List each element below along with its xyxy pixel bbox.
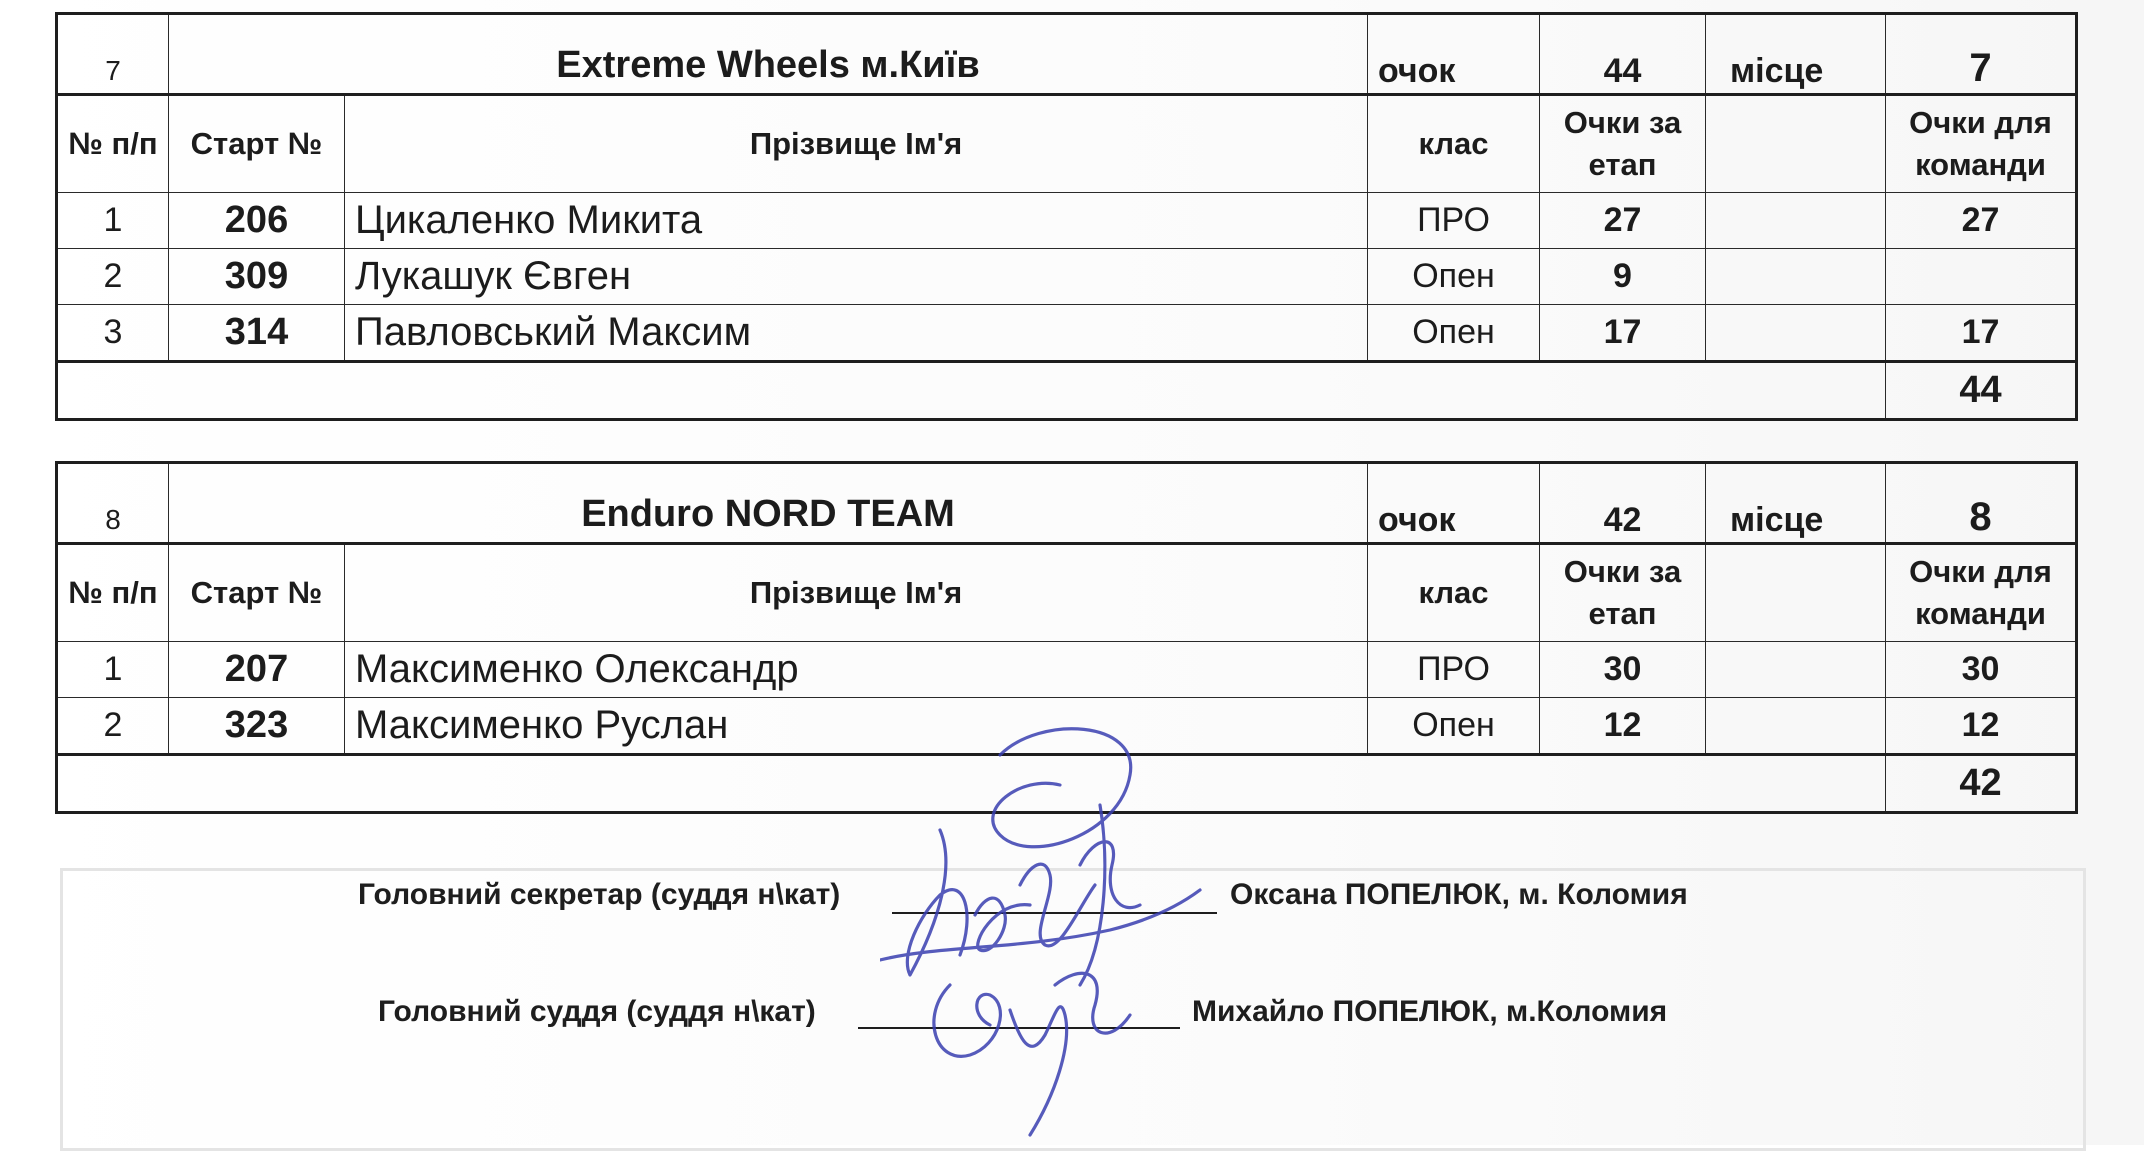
- team-table-7: [55, 12, 2078, 421]
- table-row: [57, 642, 2077, 698]
- team-index: 8: [57, 463, 169, 544]
- secretary-label: Головний секретар (суддя н\кат): [358, 878, 841, 911]
- athlete-start-number: 309: [169, 249, 345, 305]
- team-total-row: [57, 362, 2077, 420]
- athlete-start-number: 207: [169, 642, 345, 698]
- athlete-team-points: 27: [1886, 193, 2077, 249]
- team-name: Extreme Wheels м.Київ: [169, 14, 1368, 95]
- col-header-start: Старт №: [169, 95, 345, 193]
- table-row: [57, 249, 2077, 305]
- team-points-value: 42: [1540, 463, 1706, 544]
- athlete-no: 2: [57, 698, 169, 755]
- col-header-team-points: Очки для команди: [1886, 95, 2077, 193]
- athlete-class: Опен: [1368, 698, 1540, 755]
- team-total-value: 44: [1886, 362, 2077, 420]
- col-header-name: Прізвище Ім'я: [345, 95, 1368, 193]
- col-header-stage-points: Очки за етап: [1540, 95, 1706, 193]
- athlete-name: Лукашук Євген: [345, 249, 1368, 305]
- athlete-stage-points: 12: [1540, 698, 1706, 755]
- athlete-no: 1: [57, 193, 169, 249]
- athlete-class: Опен: [1368, 305, 1540, 362]
- team-place-value: 7: [1886, 14, 2077, 95]
- col-header-stage-points: Очки за етап: [1540, 544, 1706, 642]
- judge-label: Головний суддя (суддя н\кат): [378, 995, 816, 1028]
- col-header-class: клас: [1368, 95, 1540, 193]
- athlete-name: Цикаленко Микита: [345, 193, 1368, 249]
- team-points-value: 44: [1540, 14, 1706, 95]
- athlete-name: Павловський Максим: [345, 305, 1368, 362]
- athlete-stage-points: 27: [1540, 193, 1706, 249]
- column-header-row: [57, 95, 2077, 193]
- total-spacer: [57, 362, 1886, 420]
- athlete-stage-points: 17: [1540, 305, 1706, 362]
- judge-name: Михайло ПОПЕЛЮК, м.Коломия: [1192, 995, 1668, 1028]
- athlete-start-number: 323: [169, 698, 345, 755]
- athlete-stage-points: 9: [1540, 249, 1706, 305]
- place-label: місце: [1706, 14, 1886, 95]
- col-header-empty: [1706, 544, 1886, 642]
- athlete-stage-points: 30: [1540, 642, 1706, 698]
- col-header-name: Прізвище Ім'я: [345, 544, 1368, 642]
- athlete-name: Максименко Руслан: [345, 698, 1368, 755]
- athlete-team-points: [1886, 249, 2077, 305]
- empty-cell: [1706, 249, 1886, 305]
- points-label: очок: [1368, 14, 1540, 95]
- points-label: очок: [1368, 463, 1540, 544]
- place-label: місце: [1706, 463, 1886, 544]
- team-name: Enduro NORD TEAM: [169, 463, 1368, 544]
- athlete-no: 3: [57, 305, 169, 362]
- handwritten-signature: [880, 715, 1260, 1145]
- athlete-start-number: 206: [169, 193, 345, 249]
- athlete-no: 1: [57, 642, 169, 698]
- athlete-class: ПРО: [1368, 642, 1540, 698]
- empty-cell: [1706, 642, 1886, 698]
- empty-cell: [1706, 698, 1886, 755]
- athlete-name: Максименко Олександр: [345, 642, 1368, 698]
- athlete-class: Опен: [1368, 249, 1540, 305]
- empty-cell: [1706, 305, 1886, 362]
- athlete-team-points: 17: [1886, 305, 2077, 362]
- col-header-no: № п/п: [57, 95, 169, 193]
- col-header-empty: [1706, 95, 1886, 193]
- table-row: [57, 305, 2077, 362]
- athlete-class: ПРО: [1368, 193, 1540, 249]
- empty-cell: [1706, 193, 1886, 249]
- team-header-row: [57, 14, 2077, 95]
- secretary-name: Оксана ПОПЕЛЮК, м. Коломия: [1230, 878, 1688, 911]
- team-index: 7: [57, 14, 169, 95]
- team-total-value: 42: [1886, 755, 2077, 813]
- col-header-start: Старт №: [169, 544, 345, 642]
- col-header-class: клас: [1368, 544, 1540, 642]
- col-header-no: № п/п: [57, 544, 169, 642]
- athlete-no: 2: [57, 249, 169, 305]
- column-header-row: [57, 544, 2077, 642]
- athlete-start-number: 314: [169, 305, 345, 362]
- athlete-team-points: 12: [1886, 698, 2077, 755]
- athlete-team-points: 30: [1886, 642, 2077, 698]
- team-header-row: [57, 463, 2077, 544]
- team-place-value: 8: [1886, 463, 2077, 544]
- col-header-team-points: Очки для команди: [1886, 544, 2077, 642]
- table-row: [57, 193, 2077, 249]
